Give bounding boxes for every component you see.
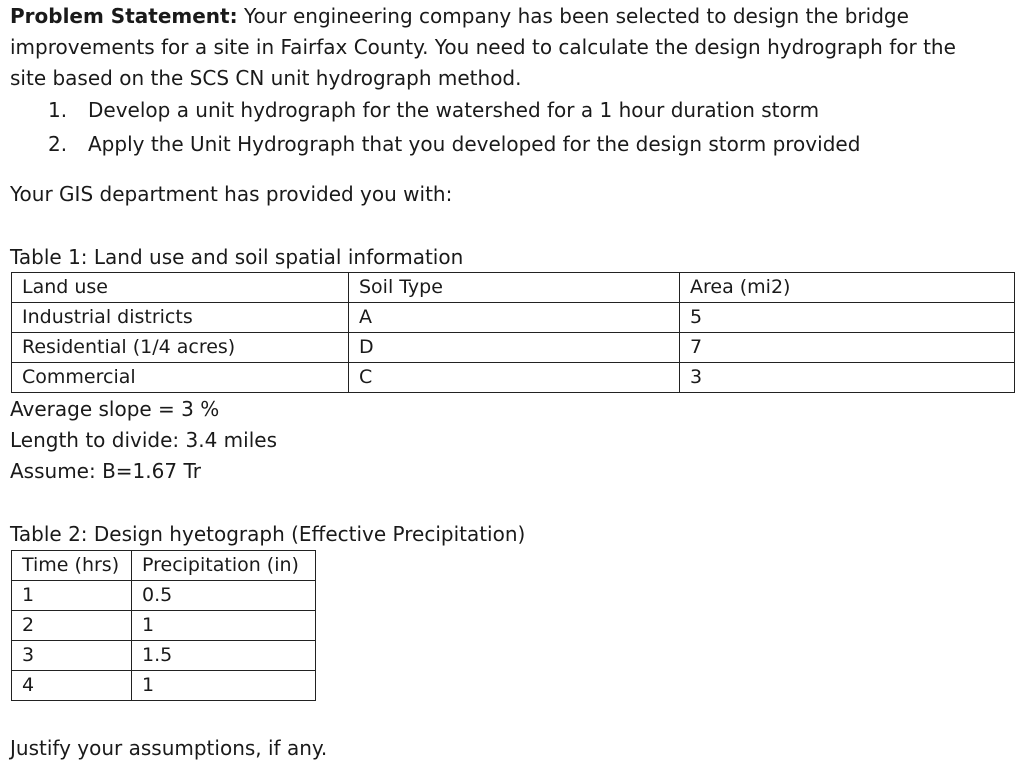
table-cell: C [349,363,680,393]
header-cell: Soil Type [349,273,680,303]
task-text: Apply the Unit Hydrograph that you developed for the design storm provided [88,132,861,156]
table-cell: 0.5 [132,581,316,611]
table-header-row [12,551,316,581]
table-cell: Industrial districts [12,303,349,333]
table2-caption: Table 2: Design hyetograph (Effective Precipitation) [10,522,526,546]
table-cell: 1 [132,671,316,701]
hyetograph-table [11,550,316,701]
closing-instruction: Justify your assumptions, if any. [10,736,328,760]
table-row [12,363,1015,393]
table-cell: 1.5 [132,641,316,671]
table-cell: A [349,303,680,333]
table1-caption: Table 1: Land use and soil spatial information [10,245,464,269]
problem-statement-text: Your engineering company has been selected to design the bridge [237,4,909,28]
table-header-row [12,273,1015,303]
problem-statement-line-3: site based on the SCS CN unit hydrograph method. [10,66,522,90]
table-row [12,581,316,611]
table-cell: 1 [132,611,316,641]
task-number: 1. [48,98,68,122]
table-row [12,303,1015,333]
table-row [12,641,316,671]
table-row [12,611,316,641]
table-cell: 4 [12,671,132,701]
gis-intro: Your GIS department has provided you with: [10,182,453,206]
problem-statement-heading: Problem Statement: [10,4,238,28]
header-cell: Area (mi2) [680,273,1015,303]
assumption-note: Assume: B=1.67 Tr [10,459,201,483]
task-text: Develop a unit hydrograph for the watershed for a 1 hour duration storm [88,98,820,122]
task-number: 2. [48,132,68,156]
average-slope-note: Average slope = 3 % [10,397,220,421]
table-cell: 3 [12,641,132,671]
problem-statement-line-2: improvements for a site in Fairfax County. You need to calculate the design hydrograph for the [10,35,956,59]
table-cell: 2 [12,611,132,641]
table-cell: Commercial [12,363,349,393]
length-to-divide-note: Length to divide: 3.4 miles [10,428,278,452]
table-cell: Residential (1/4 acres) [12,333,349,363]
table-row [12,333,1015,363]
table-cell: D [349,333,680,363]
table-row [12,671,316,701]
table-cell: 1 [12,581,132,611]
table-cell: 5 [680,303,1015,333]
land-use-table [11,272,1015,393]
header-cell: Precipitation (in) [132,551,316,581]
header-cell: Time (hrs) [12,551,132,581]
table-cell: 7 [680,333,1015,363]
problem-statement-line-1 [10,3,909,29]
header-cell: Land use [12,273,349,303]
table-cell: 3 [680,363,1015,393]
